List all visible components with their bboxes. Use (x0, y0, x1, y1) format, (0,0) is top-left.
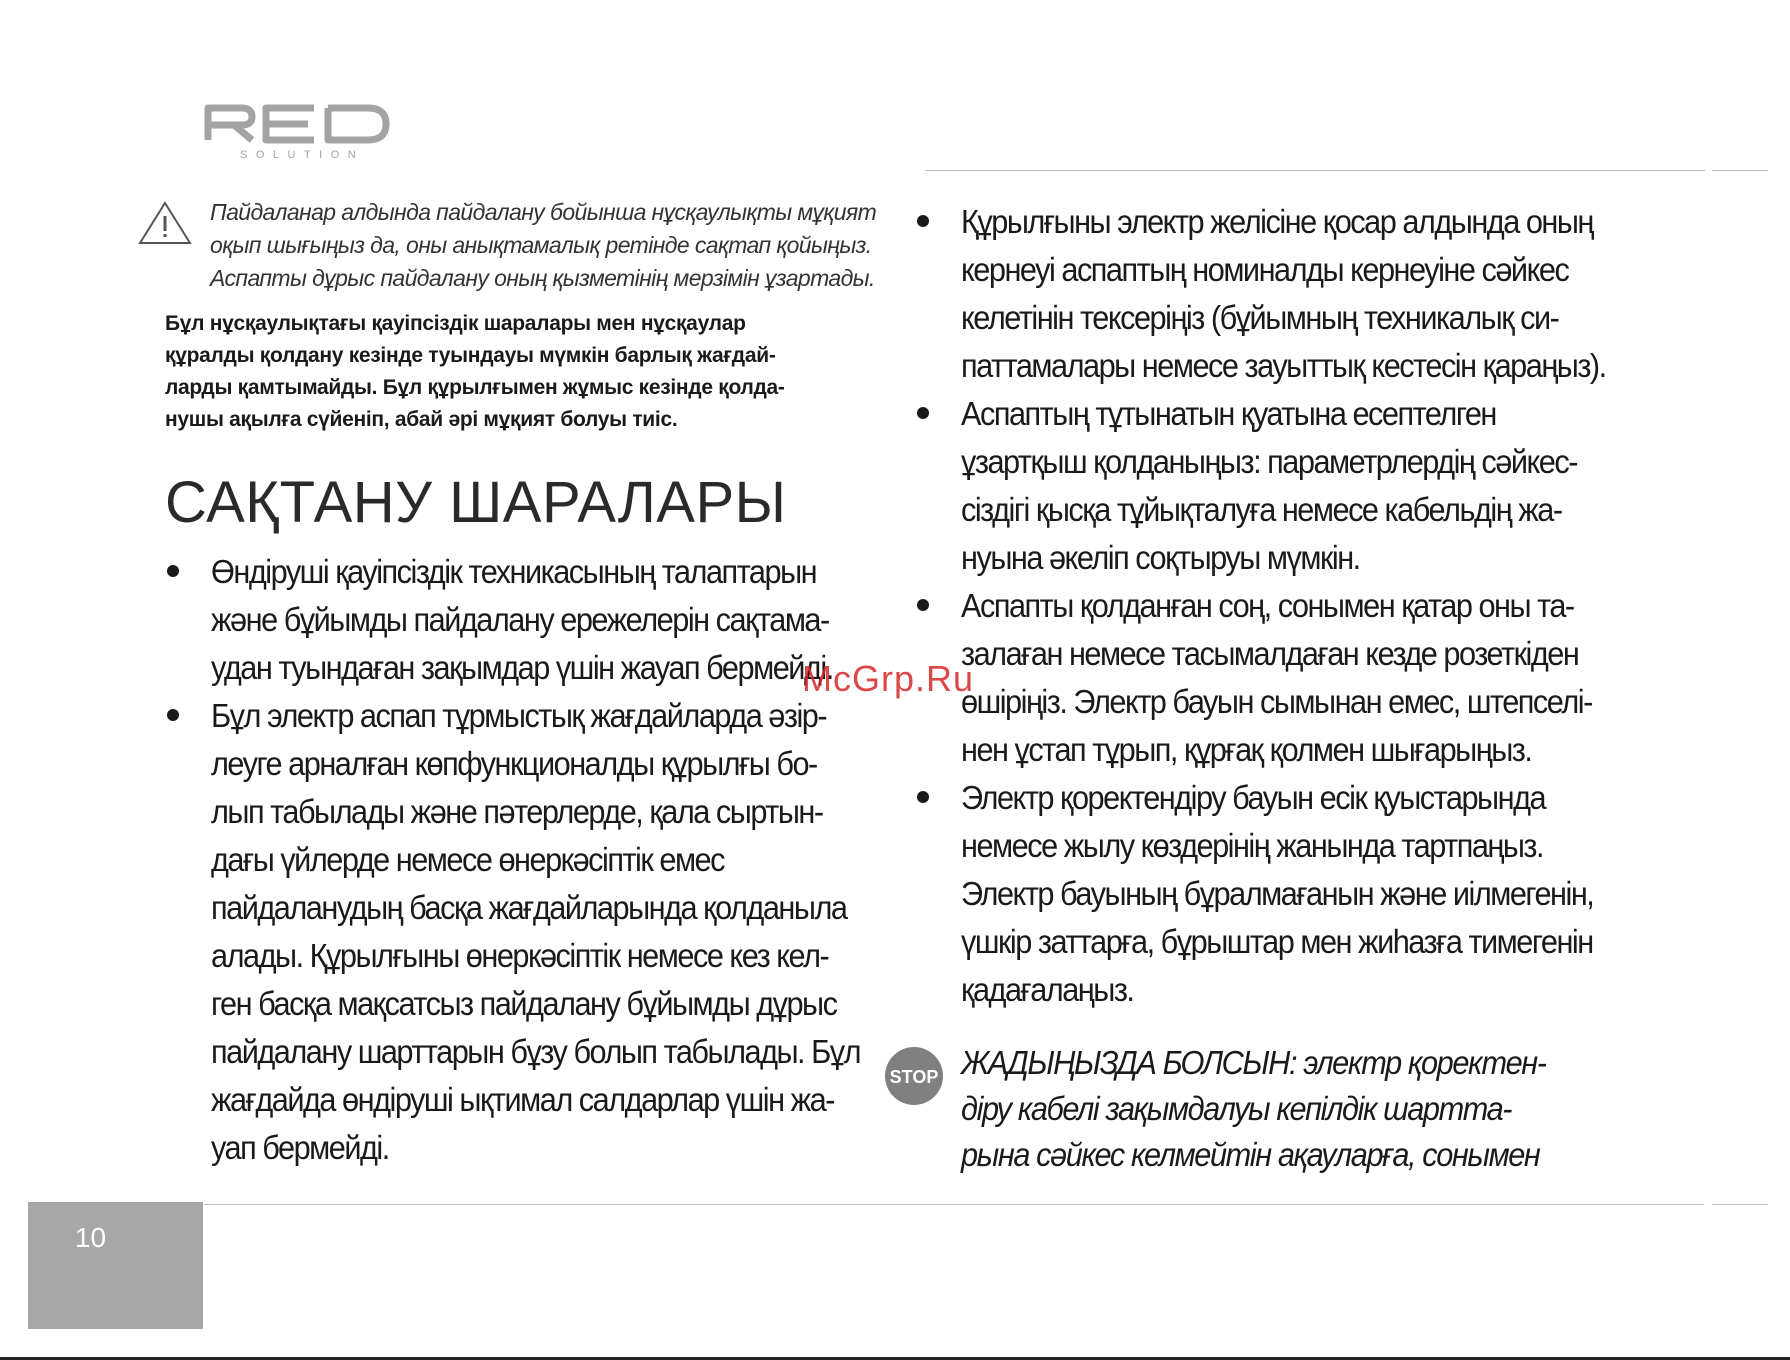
bullet-text (211, 692, 861, 1172)
brand-logo (204, 100, 394, 162)
left-bullet-list (165, 548, 885, 1172)
bullet-line: Электр бауының бұралмағанын және иілмегенін, (961, 875, 1594, 912)
warning-triangle-icon (137, 200, 193, 246)
bullet-line: жағдайда өндіруші ықтимал салдарлар үшін жа- (211, 1081, 834, 1118)
footer-rule (204, 1204, 1704, 1205)
bullet-item (915, 582, 1630, 774)
bullet-line: немесе жылу көздерінің жанында тартпаңыз. (961, 827, 1544, 864)
bullet-text (961, 774, 1594, 1014)
safety-note-line: ларды қамтымайды. Бұл құрылғымен жұмыс кезінде қолда- (165, 376, 785, 399)
bullet-item (165, 692, 885, 1172)
footer-rule-end (1712, 1204, 1768, 1205)
safety-note-line: құралды қолдану кезінде туындауы мүмкін барлық жағдай- (165, 344, 776, 367)
bullet-item (165, 548, 885, 692)
bullet-line: дағы үйлерде немесе өнеркәсіптік емес (211, 841, 724, 878)
red-solution-logo-graphic (204, 100, 394, 162)
bullet-dot-icon (167, 565, 179, 577)
section-title: САҚТАНУ ШАРАЛАРЫ (165, 470, 787, 535)
bullet-line: нуына әкеліп соқтыруы мүмкін. (961, 539, 1360, 576)
stop-note-line: рына сәйкес келмейтін ақауларға, сонымен (961, 1136, 1540, 1173)
safety-note-line: Бұл нұсқаулықтағы қауіпсіздік шаралары мен нұсқаулар (165, 312, 746, 335)
bullet-text (961, 582, 1592, 774)
bullet-line: өшіріңіз. Электр бауын сымынан емес, штепселі- (961, 683, 1592, 720)
safety-note-line: нушы ақылға сүйеніп, абай әрі мұқият болуы тиіс. (165, 408, 678, 431)
intro-paragraph (210, 196, 882, 295)
bullet-line: пайдаланудың басқа жағдайларында қолданыла (211, 889, 847, 926)
bullet-text (211, 548, 838, 692)
bullet-line: ген басқа мақсатсыз пайдалану бұйымды дұрыс (211, 985, 837, 1022)
stop-sign-icon (884, 1046, 944, 1106)
bullet-line: ұзартқыш қолданыңыз: параметрлердің сәйкес- (961, 443, 1577, 480)
bullet-text (961, 390, 1583, 582)
bullet-line: үшкір заттарға, бұрыштар мен жиһазға тимегенін (961, 923, 1593, 960)
bullet-line: кернеуі аспаптың номиналды кернеуіне сәйкес (961, 251, 1569, 288)
bullet-line: залаған немесе тасымалдаған кезде розеткіден (961, 635, 1579, 672)
bullet-line: леуге арналған көпфункционалды құрылғы бо- (211, 745, 817, 782)
bullet-line: Бұл электр аспап тұрмыстық жағдайларда әзір- (211, 697, 827, 734)
stop-note-line: діру кабелі зақымдалуы кепілдік шартта- (961, 1090, 1512, 1127)
header-rule-end (1712, 170, 1768, 171)
bullet-line: удан туындаған зақымдар үшін жауап бермейді. (211, 649, 833, 686)
safety-note (165, 308, 870, 436)
bullet-line: нен ұстап тұрып, құрғақ қолмен шығарыңыз. (961, 731, 1532, 768)
bullet-line: Аспапты қолданған соң, сонымен қатар оны та- (961, 587, 1574, 624)
bullet-dot-icon (917, 215, 929, 227)
bullet-line: Құрылғыны электр желісіне қосар алдында оның (961, 203, 1593, 240)
bullet-line: уап бермейді. (211, 1129, 389, 1166)
bullet-dot-icon (917, 599, 929, 611)
bullet-line: келетінін тексеріңіз (бұйымның техникалық си- (961, 299, 1559, 336)
intro-line: оқып шығыңыз да, оны анықтамалық ретінде сақтап қойыңыз. (210, 232, 872, 258)
bullet-item (915, 774, 1630, 1014)
bullet-line: Өндіруші қауіпсіздік техникасының талаптарын (211, 553, 817, 590)
bullet-dot-icon (917, 791, 929, 803)
right-bullet-list (915, 198, 1630, 1014)
bullet-line: қадағалаңыз. (961, 971, 1134, 1008)
watermark-text: McGrp.Ru (802, 658, 975, 699)
stop-note (961, 1040, 1593, 1178)
intro-line: Пайдаланар алдында пайдалану бойынша нұсқаулықты мұқият (210, 199, 877, 225)
page-number-box (28, 1202, 203, 1329)
bullet-text (961, 198, 1606, 390)
bullet-line: паттамалары немесе зауыттық кестесін қараңыз). (961, 347, 1606, 384)
bullet-line: лып табылады және пәтерлерде, қала сыртын- (211, 793, 823, 830)
stop-note-line: ЖАДЫҢЫЗДА БОЛСЫН: электр қоректен- (961, 1044, 1546, 1081)
bullet-dot-icon (167, 709, 179, 721)
bullet-line: Аспаптың тұтынатын қуатына есептелген (961, 395, 1496, 432)
bullet-line: алады. Құрылғыны өнеркәсіптік немесе кез кел- (211, 937, 829, 974)
stop-icon-label: STOP (889, 1067, 939, 1087)
page-number: 10 (74, 1222, 107, 1253)
header-rule (925, 170, 1705, 171)
bullet-dot-icon (917, 407, 929, 419)
intro-line: Аспапты дұрыс пайдалану оның қызметінің мерзімін ұзартады. (210, 265, 875, 291)
bullet-item (915, 198, 1630, 390)
logo-subtext: SOLUTION (240, 149, 365, 161)
bullet-line: және бұйымды пайдалану ережелерін сақтама- (211, 601, 829, 638)
bullet-line: Электр қоректендіру бауын есік қуыстарында (961, 779, 1546, 816)
bullet-line: сіздігі қысқа тұйықталуға немесе кабельдің жа- (961, 491, 1562, 528)
bullet-item (915, 390, 1630, 582)
bullet-line: пайдалану шарттарын бұзу болып табылады. Бұл (211, 1033, 861, 1070)
